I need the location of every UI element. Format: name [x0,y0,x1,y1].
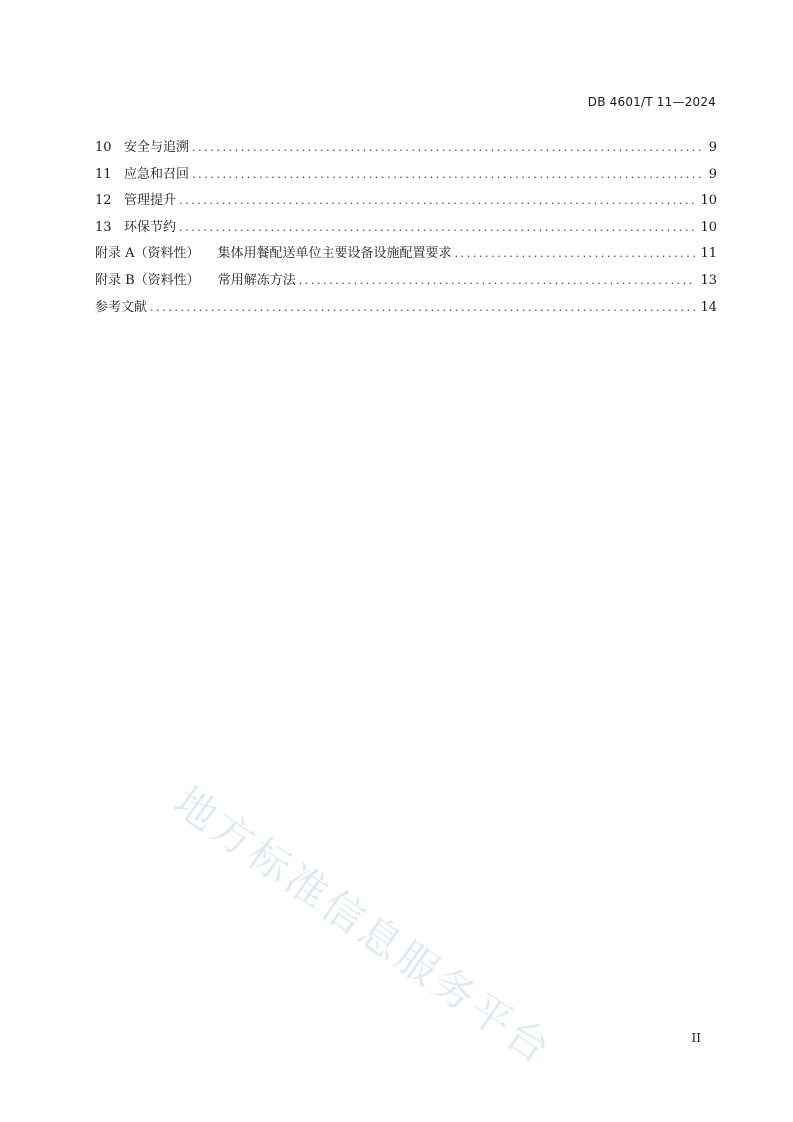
toc-dot-leader [179,221,695,234]
toc-entry-page: 11 [700,246,717,262]
toc-entry-number: 13 [95,219,112,235]
toc-appendix-label: 附录 A（资料性） [95,246,200,262]
document-code: DB 4601/T 11—2024 [587,95,716,109]
toc-entry-title: 常用解冻方法 [217,272,296,288]
toc-appendix-label: 附录 B（资料性） [95,272,200,288]
toc-dot-leader [150,301,695,314]
toc-entry-page: 13 [700,272,717,288]
toc-entry-number: 12 [95,193,112,209]
toc-entry-11[interactable] [95,163,717,190]
toc-entry-page: 14 [700,299,717,315]
toc-entry-page: 9 [708,140,717,155]
toc-entry-number: 10 [95,140,112,155]
toc-dot-leader [179,194,695,207]
toc-entry-12[interactable] [95,189,717,216]
page-number: II [691,1031,701,1045]
toc-entry-references[interactable] [95,296,717,323]
watermark: 地方标准信息服务平台 [165,777,562,1075]
toc-entry-10[interactable] [95,136,717,163]
toc-entry-appendix-b[interactable] [95,269,717,296]
toc-dot-leader [192,168,704,181]
toc-dot-leader [299,274,696,287]
toc-entry-title: 参考文献 [95,299,148,315]
table-of-contents [95,136,717,322]
toc-entry-appendix-a[interactable] [95,242,717,269]
toc-entry-title: 集体用餐配送单位主要设备设施配置要求 [217,246,452,262]
toc-entry-title: 管理提升 [124,193,177,209]
toc-entry-13[interactable] [95,216,717,243]
toc-entry-title: 安全与追溯 [124,140,190,155]
toc-entry-number: 11 [95,166,112,182]
toc-entry-page: 10 [700,219,717,235]
toc-entry-page: 10 [700,193,717,209]
toc-entry-title: 环保节约 [124,219,177,235]
toc-entry-title: 应急和召回 [124,166,190,182]
toc-entry-page: 9 [708,166,717,182]
toc-dot-leader [192,141,704,154]
toc-dot-leader [455,247,696,260]
